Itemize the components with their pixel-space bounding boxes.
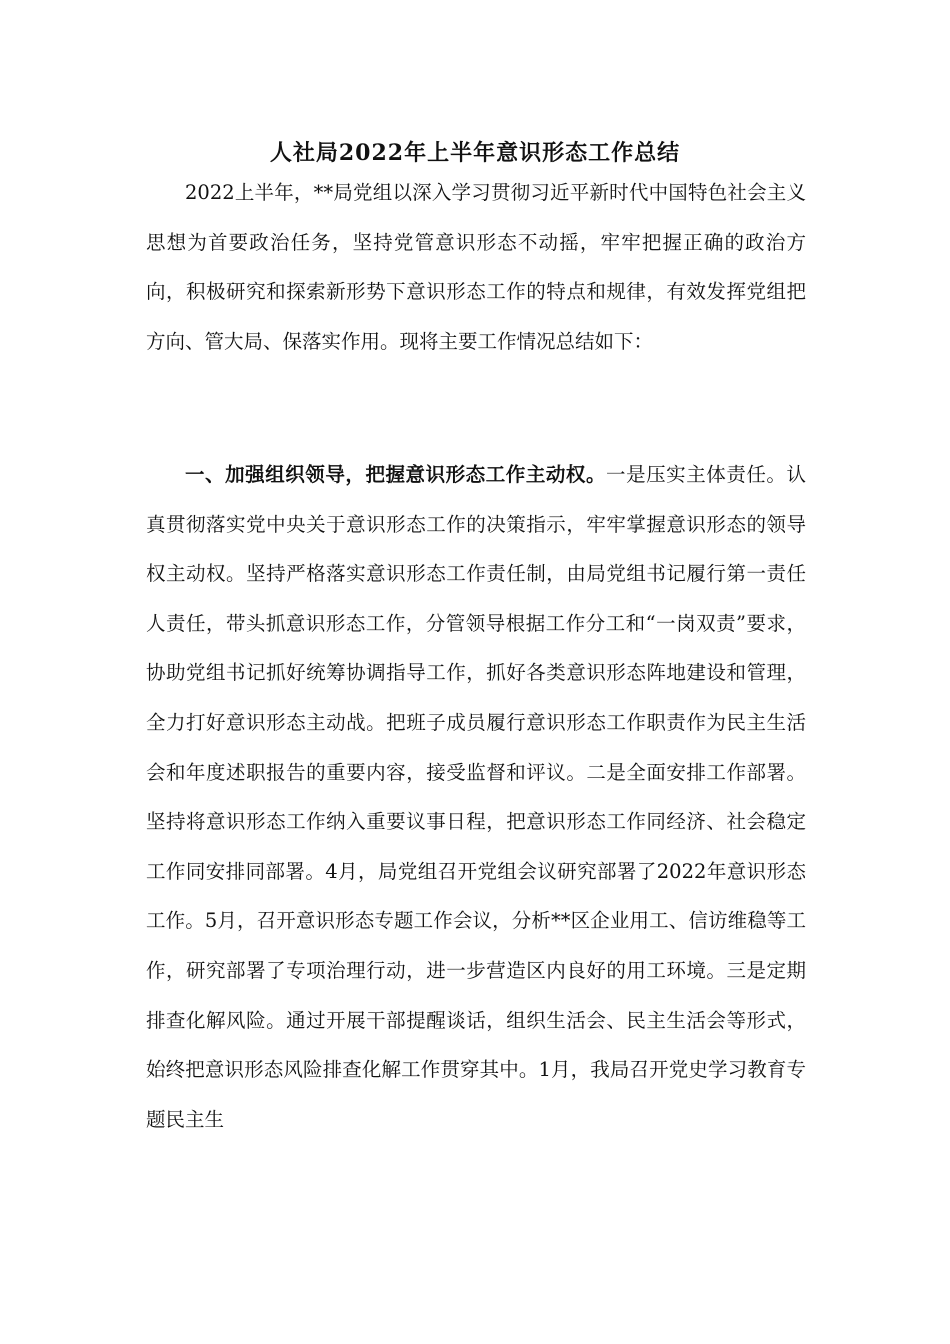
section-one-heading: 一、加强组织领导，把握意识形态工作主动权。 xyxy=(185,463,607,486)
intro-paragraph-text: 2022上半年，**局党组以深入学习贯彻习近平新时代中国特色社会主义思想为首要政治任务，坚持党管意识形态不动摇，牢牢把握正确的政治方向，积极研究和探索新形势下意识形态工作的特点和规律，有效发挥党组把方向、管大局、保落实作用。现将主要工作情况总结如下： xyxy=(146,181,806,353)
intro-paragraph xyxy=(146,168,806,366)
section-one-text: 一是压实主体责任。认真贯彻落实党中央关于意识形态工作的决策指示，牢牢掌握意识形态的领导权主动权。坚持严格落实意识形态工作责任制，由局党组书记履行第一责任人责任，带头抓意识形态工作，分管领导根据工作分工和“一岗双责”要求，协助党组书记抓好统筹协调指导工作，抓好各类意识形态阵地建设和管理，全力打好意识形态主动战。把班子成员履行意识形态工作职责作为民主生活会和年度述职报告的重要内容，接受监督和评议。二是全面安排工作部署。坚持将意识形态工作纳入重要议事日程，把意识形态工作同经济、社会稳定工作同安排同部署。4月，局党组召开党组会议研究部署了2022年意识形态工作。5月，召开意识形态专题工作会议，分析**区企业用工、信访维稳等工作，研究部署了专项治理行动，进一步营造区内良好的用工环境。三是定期排查化解风险。通过开展干部提醒谈话，组织生活会、民主生活会等形式，始终把意识形态风险排查化解工作贯穿其中。1月，我局召开党史学习教育专题民主生 xyxy=(146,463,806,1131)
section-one-paragraph xyxy=(146,450,806,1144)
document-title: 人社局2022年上半年意识形态工作总结 xyxy=(269,140,681,166)
